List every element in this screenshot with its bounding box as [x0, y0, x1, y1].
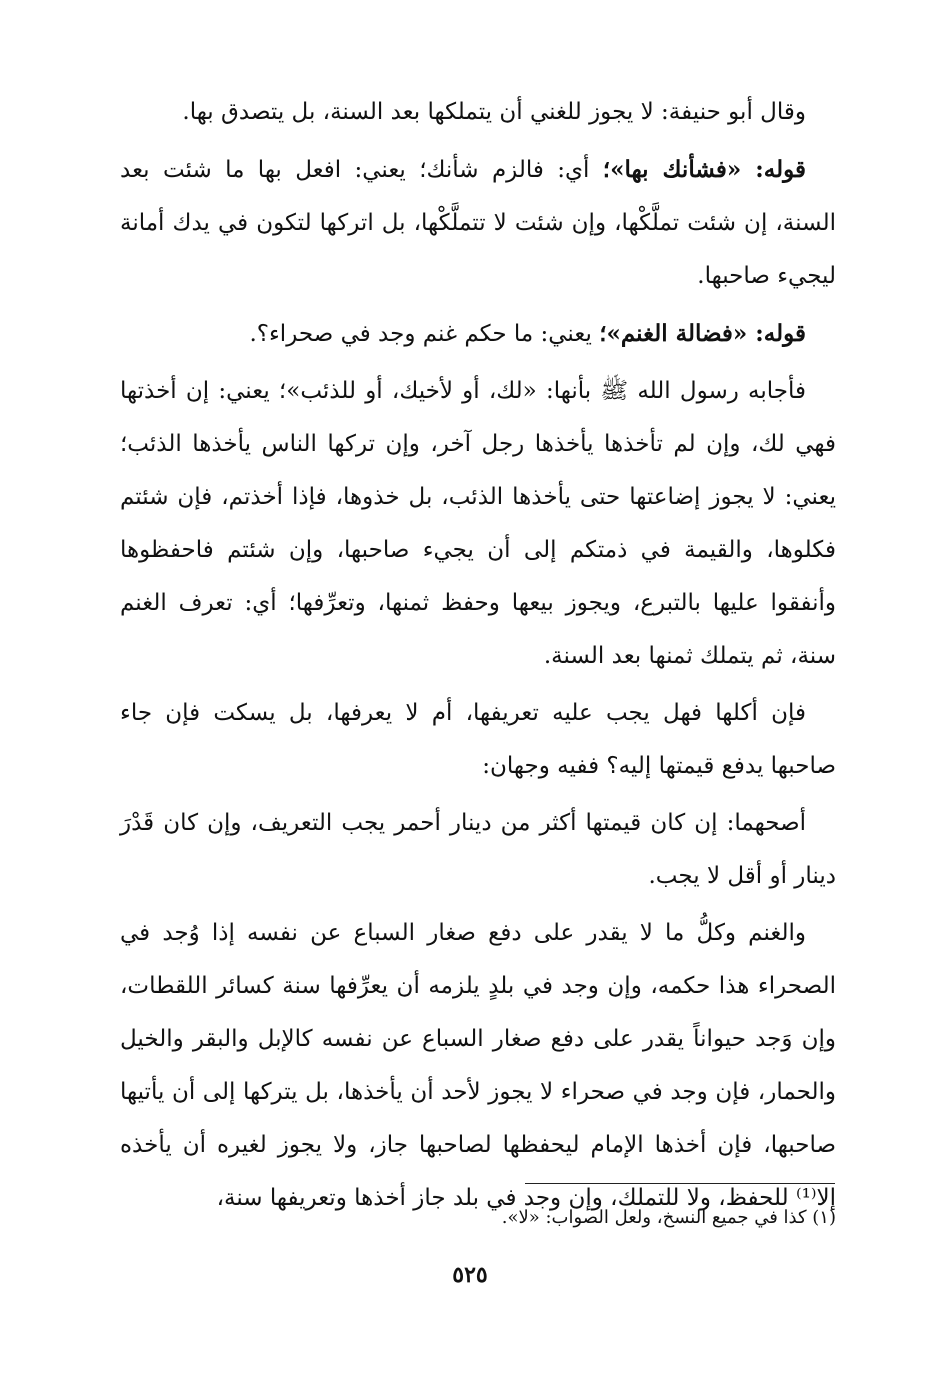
paragraph-text: وقال أبو حنيفة: لا يجوز للغني أن يتملكها بعد السنة، بل يتصدق بها.	[182, 99, 806, 125]
page-number: ٥٢٥	[452, 1262, 488, 1288]
paragraph-lead: قوله: «فضالة الغنم»؛	[599, 320, 806, 347]
paragraph-text: يعني: ما حكم غنم وجد في صحراء؟.	[249, 321, 600, 347]
paragraph-if-eaten	[120, 687, 836, 793]
paragraph-text: أي: فالزم شأنك؛ يعني: افعل بها ما شئت بعد السنة، إن شئت تملَّكْها، وإن شئت لا تتملَّكْها، بل اتركها لتكون في يدك أمانة ليجيء صاحبها.	[120, 157, 836, 289]
paragraph-correct-view	[120, 797, 836, 903]
paragraph-sheep-and-animals	[120, 907, 836, 1225]
paragraph-dalat-al-ghanam	[120, 307, 836, 361]
paragraph-fashanuka	[120, 143, 836, 303]
paragraph-answer	[120, 365, 836, 683]
page-body	[120, 86, 836, 1229]
paragraph-lead: قوله: «فشأنك بها»؛	[602, 156, 807, 183]
paragraph-text: والغنم وكلُّ ما لا يقدر على دفع صغار السباع عن نفسه إذا وُجد في الصحراء هذا حكمه، وإن وجد في بلدٍ يلزمه أن يعرِّفها سنة كسائر اللقطات، وإن وَجد حيواناً يقدر على دفع صغار السباع عن نفسه كالإبل والبقر والخيل والحمار، فإن وجد في صحراء لا يجوز لأحد أن يأخذها، بل يتركها إلى أن يأتيها صاحبها، فإن أخذها الإمام ليحفظها لصاحبها جاز، ولا يجوز لغيره أن يأخذه إلا⁽¹⁾ للحفظ، ولا للتملك، وإن وجد في بلد جاز أخذها وتعريفها سنة،	[120, 920, 836, 1211]
footnote: (١) كذا في جميع النسخ، ولعل الصواب: «لا».	[501, 1207, 836, 1228]
paragraph-abu-hanifa	[120, 86, 836, 139]
paragraph-text: أصحهما: إن كان قيمتها أكثر من دينار أحمر يجب التعريف، وإن كان قَدْرَ دينار أو أقل لا يجب.	[120, 810, 836, 889]
footnote-divider	[525, 1183, 835, 1184]
paragraph-text: فإن أكلها فهل يجب عليه تعريفها، أم لا يعرفها، بل يسكت فإن جاء صاحبها يدفع قيمتها إليه؟ ففيه وجهان:	[120, 700, 836, 779]
paragraph-text: فأجابه رسول الله ﷺ بأنها: «لك، أو لأخيك، أو للذئب»؛ يعني: إن أخذتها فهي لك، وإن لم تأخذها يأخذها رجل آخر، وإن تركها الناس يأخذها الذئب؛ يعني: لا يجوز إضاعتها حتى يأخذها الذئب، بل خذوها، فإذا أخذتم، فإن شئتم فكلوها، والقيمة في ذمتكم إلى أن يجيء صاحبها، وإن شئتم فاحفظوها وأنفقوا عليها بالتبرع، ويجوز بيعها وحفظ ثمنها، وتعرِّفها؛ أي: تعرف الغنم سنة، ثم يتملك ثمنها بعد السنة.	[120, 378, 836, 669]
